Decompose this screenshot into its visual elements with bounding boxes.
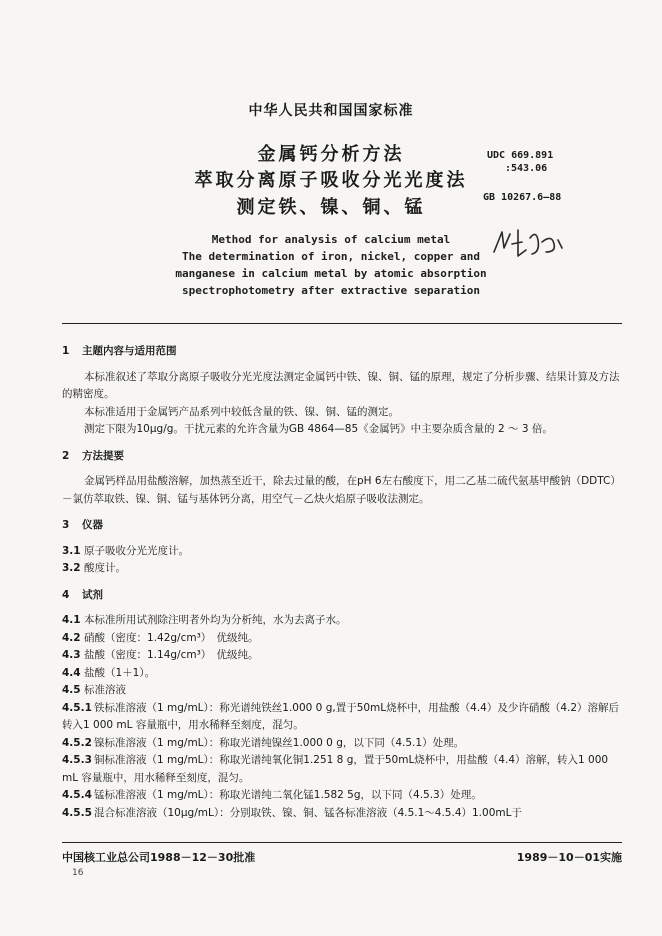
item-number: 3.1 — [62, 544, 81, 557]
gb-number: GB 10267.6—88 — [483, 192, 562, 203]
title-en-line-4: spectrophotometry after extractive separation — [181, 284, 480, 297]
standard-header: 中华人民共和国国家标准 — [248, 103, 414, 119]
item-text: 标准溶液 — [84, 684, 126, 696]
list-item — [62, 543, 622, 561]
section-title: 仪器 — [82, 519, 103, 531]
approval-date: 中国核工业总公司1988－12－30批准 — [62, 851, 256, 864]
title-cn-line-1: 金属钙分析方法 — [257, 144, 405, 165]
item-text: 酸度计。 — [84, 562, 126, 574]
item-number: 4.1 — [62, 614, 81, 626]
list-item — [62, 612, 622, 630]
item-number: 3.2 — [62, 562, 81, 574]
list-item — [62, 560, 622, 578]
title-en-line-2: The determination of iron, nickel, copper and — [181, 250, 480, 263]
list-item — [62, 787, 622, 805]
document-body — [62, 343, 622, 822]
section-number: 3 — [62, 519, 70, 531]
paragraph: 本标准适用于金属钙产品系列中较低含量的铁、镍、铜、锰的测定。 — [84, 405, 399, 418]
item-text: 铁标准溶液（1 mg/mL）：称光谱纯铁丝1.000 0 g,置于50mL烧杯中，用盐酸（4.4）及少许硝酸（4.2）溶解后转入1 000 mL 容量瓶中，用水稀释至刻度，混匀。 — [62, 701, 620, 731]
section-number: 1 — [62, 345, 70, 357]
item-number: 4.5.2 — [62, 736, 92, 749]
section-heading — [62, 343, 622, 361]
item-text: 原子吸收分光光度计。 — [84, 544, 189, 557]
list-item — [62, 630, 622, 648]
list-item — [62, 647, 622, 665]
item-number: 4.3 — [62, 649, 81, 661]
paragraph: 金属钙样品用盐酸溶解，加热蒸至近干，除去过量的酸，在pH 6左右酸度下，用二乙基二硫代氨基甲酸钠（DDTC）－氯仿萃取铁、镍、铜、锰与基体钙分离，用空气－乙炔火焰原子吸收法测定。 — [62, 475, 621, 505]
title-en-line-1: Method for analysis of calcium metal — [211, 233, 451, 246]
item-number: 4.5.1 — [62, 701, 92, 714]
item-number: 4.5.4 — [62, 789, 92, 801]
list-item — [62, 665, 622, 683]
item-number: 4.4 — [62, 666, 81, 679]
implementation-date: 1989－10－01实施 — [516, 851, 622, 864]
paragraph: 测定下限为10μg/g。干扰元素的允许含量为GB 4864—85《金属钙》中主要杂质含量的 2 ～ 3 倍。 — [84, 423, 553, 435]
item-number: 4.2 — [62, 631, 81, 644]
title-cn-line-2: 萃取分离原子吸收分光光度法 — [194, 170, 468, 191]
item-text: 混合标准溶液（10μg/mL）：分别取铁、镍、铜、锰各标准溶液（4.5.1～4.5.4）1.00mL于 — [94, 806, 522, 819]
item-text: 镍标准溶液（1 mg/mL）：称取光谱纯镍丝1.000 0 g，以下同（4.5.1）处理。 — [94, 736, 465, 749]
header-rule — [62, 323, 622, 324]
list-item — [62, 752, 622, 787]
section-title: 主题内容与适用范围 — [82, 345, 177, 357]
item-number: 4.5.5 — [62, 806, 92, 819]
list-item — [62, 805, 622, 823]
item-number: 4.5 — [62, 684, 81, 696]
list-item — [62, 700, 622, 735]
section-heading — [62, 587, 622, 605]
section-title: 试剂 — [82, 588, 103, 601]
item-text: 铜标准溶液（1 mg/mL）：称取光谱纯氧化铜1.251 8 g，置于50mL烧杯中，用盐酸（4.4）溶解，转入1 000 mL 容量瓶中，用水稀释至刻度，混匀。 — [62, 754, 609, 784]
item-text: 盐酸（密度：1.14g/cm³） 优级纯。 — [84, 649, 259, 661]
udc-code-cont: :543.06 — [505, 163, 548, 174]
item-text: 硝酸（密度：1.42g/cm³） 优级纯。 — [84, 631, 259, 644]
title-en-line-3: manganese in calcium metal by atomic absorption — [175, 267, 487, 280]
section-title: 方法提要 — [82, 449, 124, 462]
udc-code: UDC 669.891 — [487, 150, 554, 161]
section-heading — [62, 517, 622, 535]
item-number: 4.5.3 — [62, 754, 92, 766]
list-item — [62, 735, 622, 753]
item-text: 盐酸（1＋1）。 — [84, 666, 156, 679]
title-cn-line-3: 测定铁、镍、铜、锰 — [236, 197, 426, 218]
item-text: 锰标准溶液（1 mg/mL）：称取光谱纯二氧化锰1.582 5g，以下同（4.5.3）处理。 — [94, 789, 482, 801]
item-text: 本标准所用试剂除注明者外均为分析纯，水为去离子水。 — [84, 614, 347, 626]
section-heading — [62, 448, 622, 466]
section-number: 4 — [62, 588, 70, 601]
section-number: 2 — [62, 449, 70, 462]
page-number: 16 — [72, 868, 84, 878]
paragraph: 本标准叙述了萃取分离原子吸收分光光度法测定金属钙中铁、镍、铜、锰的原理，规定了分析步骤、结果计算及方法的精密度。 — [62, 370, 620, 400]
footer-rule — [62, 842, 622, 843]
list-item — [62, 682, 622, 700]
